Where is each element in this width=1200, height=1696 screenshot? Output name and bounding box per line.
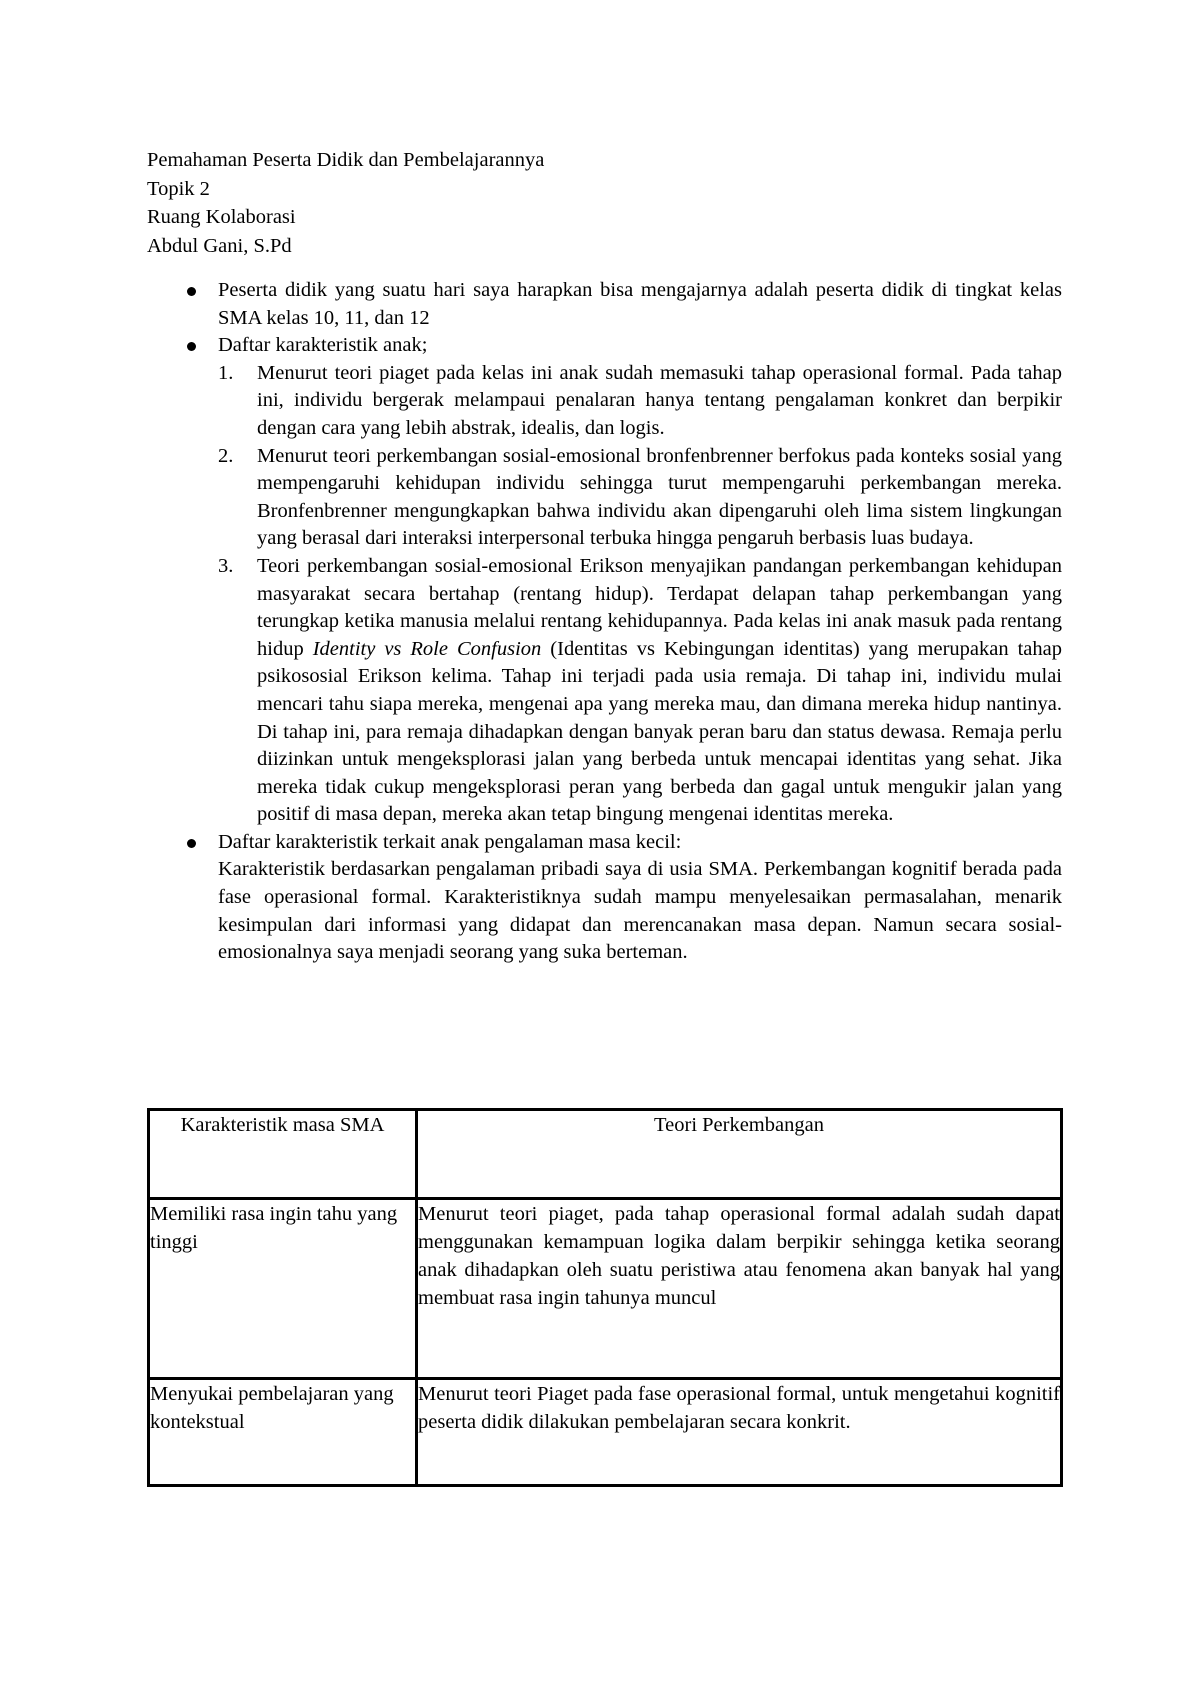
item-text-italic: Identity vs Role Confusion [312,637,542,660]
table-row [149,1379,1062,1486]
table-cell-theory: Menurut teori piaget, pada tahap operasional formal adalah sudah dapat menggunakan kemampuan logika dalam berpikir sehingga ketika seorang anak dihadapkan oleh suatu peristiwa atau fenomena akan banyak hal yang membuat rasa ingin tahunya muncul [417,1199,1062,1379]
table-cell-characteristic: Menyukai pembelajaran yang kontekstual [149,1379,417,1486]
document-header [147,146,1067,260]
topic-label: Topik 2 [147,177,210,200]
table-cell-theory: Menurut teori Piaget pada fase operasional formal, untuk mengetahui kognitif peserta didik dilakukan pembelajaran secara konkrit. [417,1379,1062,1486]
bullet-dot-icon [187,839,196,848]
numbered-item-erikson [147,553,1062,829]
bullet-dot-icon [187,287,196,296]
item-number: 2. [218,444,234,467]
table-header-cell: Teori Perkembangan [417,1110,1062,1199]
table-row [149,1199,1062,1379]
course-title: Pemahaman Peserta Didik dan Pembelajarannya [147,149,545,171]
bullet-dot-icon [187,342,196,351]
bullet-text: Peserta didik yang suatu hari saya harapkan bisa mengajarnya adalah peserta didik di tingkat kelas SMA kelas 10, 11, dan 12 [218,279,1062,329]
bullet-item-target-students [147,277,1062,332]
numbered-item-bronfenbrenner [147,443,1062,553]
table-cell-characteristic: Memiliki rasa ingin tahu yang tinggi [149,1199,417,1379]
bullet-item-childhood-experience [147,829,1062,967]
numbered-item-piaget [147,360,1062,443]
activity-label: Ruang Kolaborasi [147,206,296,228]
item-number: 1. [218,361,234,384]
author-name: Abdul Gani, S.Pd [147,234,292,257]
bullet-list [147,277,1062,967]
bullet-item-characteristics [147,332,1062,829]
item-text: Menurut teori perkembangan sosial-emosional bronfenbrenner berfokus pada konteks sosial yang mempengaruhi kehidupan individu sehingga turut mempengaruhi perkembangan mereka. Bronfenbrenner mengungkapkan bahwa individu akan dipengaruhi oleh lima sistem lingkungan yang berasal dari interaksi interpersonal terbuka hingga pengaruh berbasis luas budaya. [257,444,1062,550]
item-number: 3. [218,554,234,577]
table-header-row [149,1110,1062,1199]
characteristics-table [147,1108,1063,1487]
bullet-title: Daftar karakteristik terkait anak pengalaman masa kecil: [218,830,682,853]
bullet-paragraph: Karakteristik berdasarkan pengalaman pribadi saya di usia SMA. Perkembangan kognitif berada pada fase operasional formal. Karakteristiknya sudah mampu menyelesaikan permasalahan, menarik kesimpulan dari informasi yang didapat dan merencanakan masa depan. Namun secara sosial-emosionalnya saya menjadi seorang yang suka berteman. [218,858,1062,964]
numbered-list [218,360,1062,829]
item-text: Menurut teori piaget pada kelas ini anak sudah memasuki tahap operasional formal. Pada tahap ini, individu bergerak melampaui penalaran hanya tentang pengalaman konkret dan berpikir dengan cara yang lebih abstrak, idealis, dan logis. [257,361,1062,439]
item-text-before: Teori perkembangan sosial-emosional Erikson menyajikan pandangan perkembangan kehidupan masyarakat secara bertahap (rentang hidup). Terdapat delapan tahap perkembangan yang terungkap ketika manusia melalui rentang kehidupannya. Pada kelas ini anak masuk pada rentang hidup [257,554,1062,660]
bullet-title: Daftar karakteristik anak; [218,334,428,357]
table-header-cell: Karakteristik masa SMA [149,1110,417,1199]
item-text-after: (Identitas vs Kebingungan identitas) yang merupakan tahap psikososial Erikson kelima. Tahap ini terjadi pada usia remaja. Di tahap ini, individu mulai mencari tahu siapa mereka, mengenai apa yang mereka mau, dan dimana mereka hidup nantinya. Di tahap ini, para remaja dihadapkan dengan banyak peran baru dan status dewasa. Remaja perlu diizinkan untuk mengeksplorasi jalan yang berbeda untuk mencapai identitas yang sehat. Jika mereka tidak cukup mengeksplorasi peran yang berbeda dan gagal untuk mengukir jalan yang positif di masa depan, mereka akan tetap bingung mengenai identitas mereka. [257,637,1063,826]
